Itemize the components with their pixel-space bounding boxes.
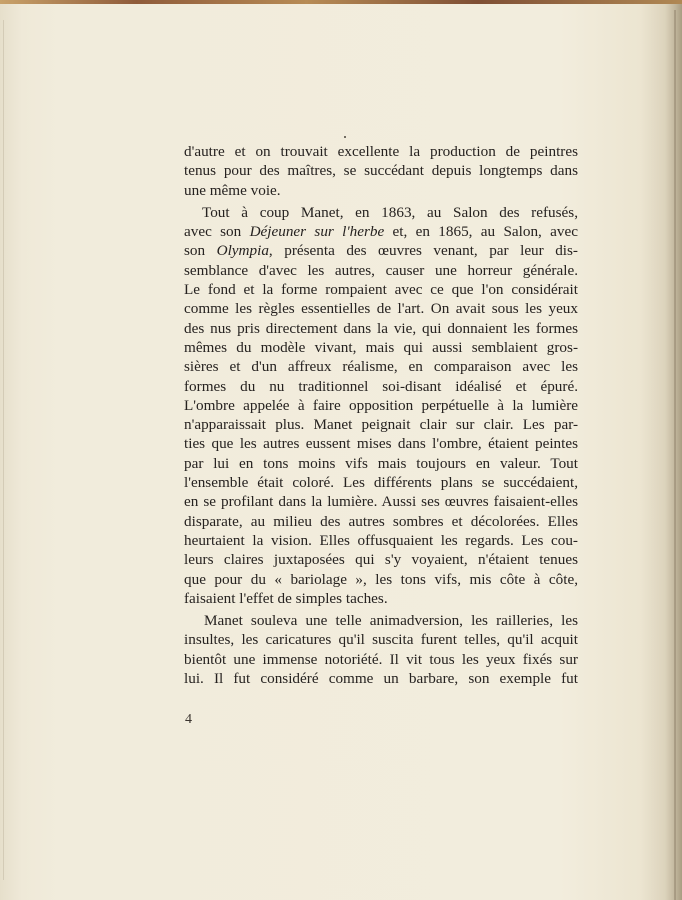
text-line-18: l'ensemble était coloré. Les différents plans se succédaient, xyxy=(184,474,578,492)
text-line-28: lui. Il fut considéré comme un barbare, son exemple fut xyxy=(184,670,578,688)
text-line-14: L'ombre appelée à faire opposition perpétuelle à la lumière xyxy=(184,396,578,414)
page-top-edge xyxy=(0,0,682,4)
text-line-1: d'autre et on trouvait excellente la production de peintres xyxy=(184,143,578,160)
text-line-22: leurs claires juxtaposées qui s'y voyaient, n'étaient tenues xyxy=(184,551,578,569)
text-line-6: son Olympia, présenta des œuvres venant, par leur dis- xyxy=(184,242,578,260)
text-line-26: insultes, les caricatures qu'il suscita furent telles, qu'il acquit xyxy=(184,631,578,649)
text-line-7: semblance d'avec les autres, causer une horreur générale. xyxy=(184,261,578,279)
text-line-20: disparate, au milieu des autres sombres et décolorées. Elles xyxy=(184,512,578,530)
text-line-8: Le fond et la forme rompaient avec ce que l'on considérait xyxy=(184,281,578,299)
text-line-21: heurtaient la vision. Elles offusquaient les regards. Les cou- xyxy=(184,531,578,549)
text-line-3: une même voie. xyxy=(184,181,281,199)
ink-speck xyxy=(344,136,346,138)
text-line-10: des nus pris directement dans la vie, qui donnaient les formes xyxy=(184,319,578,337)
text-line-27: bientôt une immense notoriété. Il vit tous les yeux fixés sur xyxy=(184,650,578,668)
text-line-13: formes du nu traditionnel soi-disant idéalisé et épuré. xyxy=(184,377,578,395)
text-line-16: ties que les autres eussent mises dans l'ombre, étaient peintes xyxy=(184,435,578,453)
text-line-24: faisaient l'effet de simples taches. xyxy=(184,589,388,607)
text-line-15: n'apparaissait plus. Manet peignait clair sur clair. Les par- xyxy=(184,416,578,434)
text-line-11: mêmes du modèle vivant, mais qui aussi semblaient gros- xyxy=(184,338,578,356)
text-line-2: tenus pour des maîtres, se succédant depuis longtemps dans xyxy=(184,162,578,180)
page-gutter-shadow xyxy=(3,20,4,880)
text-line-25: Manet souleva une telle animadversion, les railleries, les xyxy=(204,612,578,630)
text-line-12: sières et d'un affreux réalisme, en comparaison avec les xyxy=(184,358,578,376)
text-line-5: avec son Déjeuner sur l'herbe et, en 1865, au Salon, avec xyxy=(184,223,578,241)
text-line-9: comme les règles essentielles de l'art. On avait sous les yeux xyxy=(184,300,578,318)
artwork-title-olympia: Olympia xyxy=(216,242,269,260)
text-line-23: que pour du « bariolage », les tons vifs, mis côte à côte, xyxy=(184,570,578,588)
text-line-17: par lui en tons moins vifs mais toujours en valeur. Tout xyxy=(184,454,578,472)
artwork-title-dejeuner: Déjeuner sur l'herbe xyxy=(249,223,385,241)
text-line-19: en se profilant dans la lumière. Aussi ses œuvres faisaient-elles xyxy=(184,493,578,511)
page-number: 4 xyxy=(185,712,192,727)
text-line-4: Tout à coup Manet, en 1863, au Salon des refusés, xyxy=(202,203,578,221)
page-binding-edge xyxy=(674,10,676,900)
body-text xyxy=(184,142,578,688)
